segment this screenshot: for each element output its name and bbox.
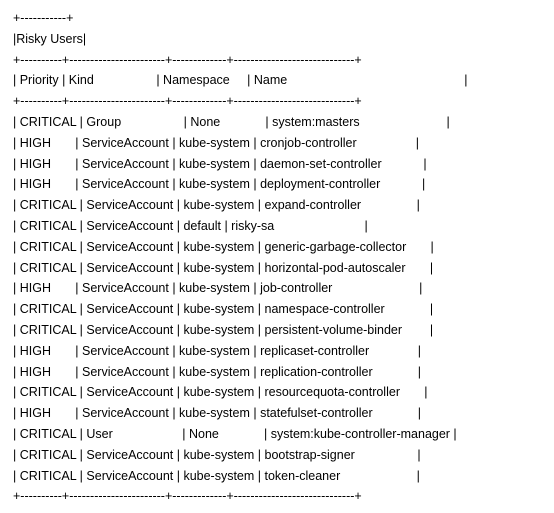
table-row: | HIGH | ServiceAccount | kube-system | job-controller | — [13, 281, 423, 296]
table-row: | CRITICAL | ServiceAccount | default | risky-sa | — [13, 218, 368, 233]
table-row: | CRITICAL | Group | None | system:masters | — [13, 114, 450, 129]
table-row: | HIGH | ServiceAccount | kube-system | replicaset-controller | — [13, 343, 422, 358]
table-row: | HIGH | ServiceAccount | kube-system | replication-controller | — [13, 364, 422, 379]
table-row: | HIGH | ServiceAccount | kube-system | statefulset-controller | — [13, 406, 422, 421]
report-title: |Risky Users| — [13, 31, 87, 46]
table-row: | CRITICAL | ServiceAccount | kube-system | persistent-volume-binder | — [13, 322, 434, 337]
table-row: | HIGH | ServiceAccount | kube-system | cronjob-controller | — [13, 135, 419, 150]
table-header: | Priority | Kind | Namespace | Name | — [13, 73, 468, 88]
table-row: | CRITICAL | ServiceAccount | kube-system | horizontal-pod-autoscaler | — [13, 260, 434, 275]
header-separator: +----------+-----------------------+-------------+-----------------------------+ — [13, 94, 362, 109]
table-row: | CRITICAL | ServiceAccount | kube-system | resourcequota-controller | — [13, 385, 428, 400]
table-row: | HIGH | ServiceAccount | kube-system | deployment-controller | — [13, 177, 426, 192]
title-border-top: +-----------+ — [13, 11, 74, 25]
table-row: | CRITICAL | ServiceAccount | kube-system | bootstrap-signer | — [13, 447, 421, 462]
table-row: | CRITICAL | ServiceAccount | kube-system | namespace-controller | — [13, 302, 434, 317]
risky-users-report — [13, 8, 543, 507]
table-row: | CRITICAL | ServiceAccount | kube-system | token-cleaner | — [13, 468, 420, 483]
table-row: | CRITICAL | ServiceAccount | kube-system | expand-controller | — [13, 198, 420, 213]
table-row: | CRITICAL | ServiceAccount | kube-system | generic-garbage-collector | — [13, 239, 434, 254]
table-row: | HIGH | ServiceAccount | kube-system | daemon-set-controller | — [13, 156, 427, 171]
table-row: | CRITICAL | User | None | system:kube-controller-manager | — [13, 426, 457, 441]
header-border-top: +----------+-----------------------+-------------+-----------------------------+ — [13, 52, 362, 67]
footer-border: +----------+-----------------------+-------------+-----------------------------+ — [13, 489, 362, 504]
